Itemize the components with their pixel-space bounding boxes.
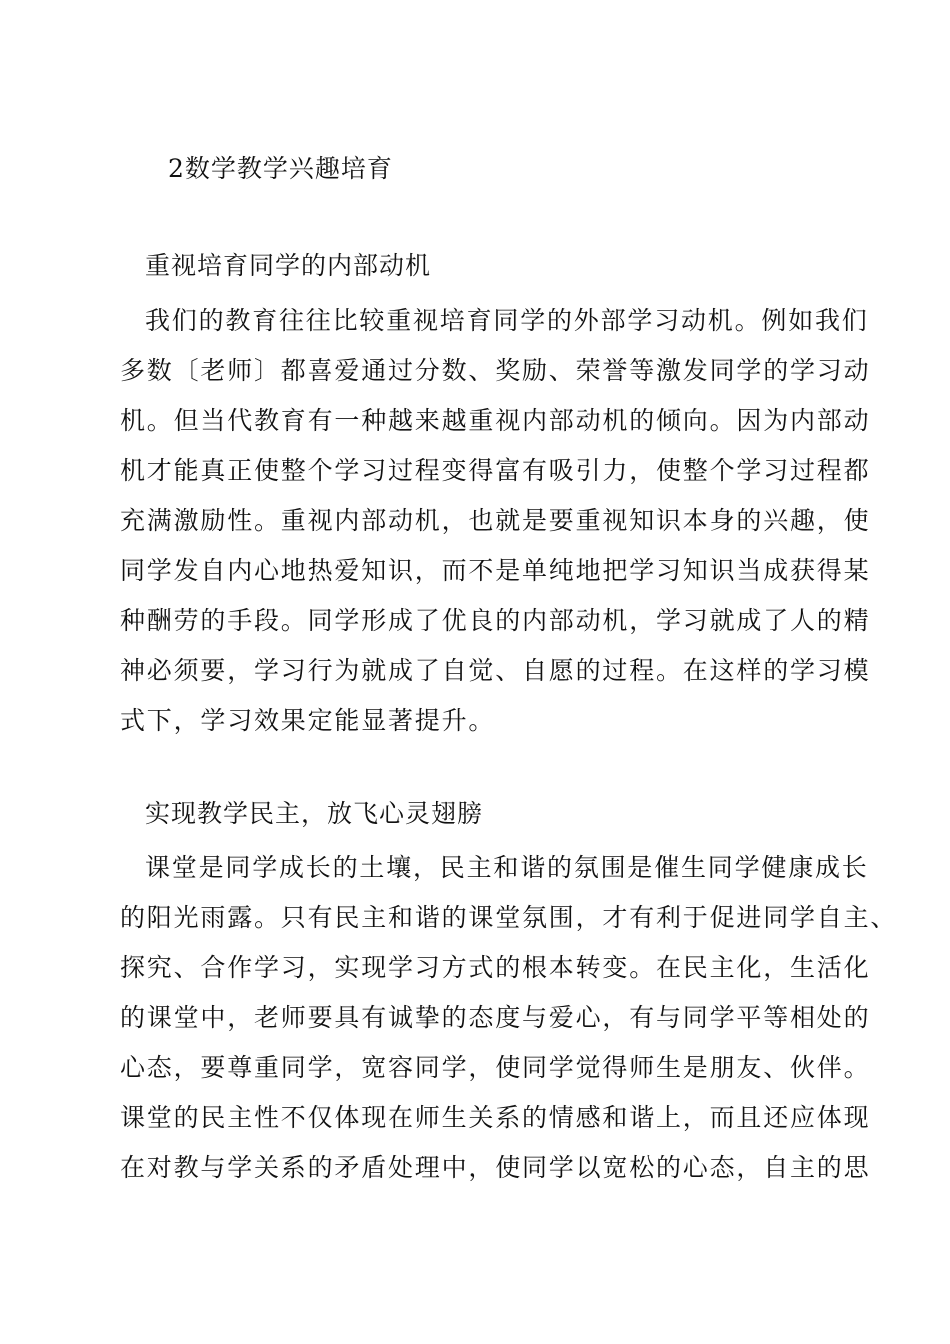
document-title: 2数学教学兴趣培育: [168, 154, 393, 183]
paragraph-line: 的课堂中，老师要具有诚挚的态度与爱心，有与同学平等相处的: [120, 1003, 871, 1032]
paragraph-line: 神必须要，学习行为就成了自觉、自愿的过程。在这样的学习模: [120, 656, 871, 685]
paragraph-line: 充满激励性。重视内部动机，也就是要重视知识本身的兴趣，使: [120, 506, 871, 535]
paragraph-line: 探究、合作学习，实现学习方式的根本转变。在民主化，生活化: [120, 953, 871, 982]
section-body-1: [120, 296, 871, 746]
paragraph-line: 我们的教育往往比较重视培育同学的外部学习动机。例如我们: [145, 306, 869, 335]
section-heading-1: 重视培育同学的内部动机: [145, 251, 432, 280]
paragraph-line: 种酬劳的手段。同学形成了优良的内部动机，学习就成了人的精: [120, 606, 871, 635]
paragraph-line: 式下，学习效果定能显著提升。: [120, 706, 496, 735]
paragraph-line: 课堂的民主性不仅体现在师生关系的情感和谐上，而且还应体现: [120, 1103, 871, 1132]
paragraph-line: 的阳光雨露。只有民主和谐的课堂氛围，才有利于促进同学自主、: [120, 903, 898, 932]
paragraph-line: 机才能真正使整个学习过程变得富有吸引力，使整个学习过程都: [120, 456, 871, 485]
paragraph-line: 机。但当代教育有一种越来越重视内部动机的倾向。因为内部动: [120, 406, 871, 435]
paragraph-line: 多数〔老师〕都喜爱通过分数、奖励、荣誉等激发同学的学习动: [120, 356, 871, 385]
paragraph-line: 同学发自内心地热爱知识，而不是单纯地把学习知识当成获得某: [120, 556, 871, 585]
paragraph-line: 心态，要尊重同学，宽容同学，使同学觉得师生是朋友、伙伴。: [120, 1053, 871, 1082]
section-heading-2: 实现教学民主，放飞心灵翅膀: [145, 799, 484, 828]
paragraph-line: 在对教与学关系的矛盾处理中，使同学以宽松的心态，自主的思: [120, 1153, 871, 1182]
section-body-2: [120, 843, 898, 1193]
paragraph-line: 课堂是同学成长的土壤，民主和谐的氛围是催生同学健康成长: [145, 853, 869, 882]
